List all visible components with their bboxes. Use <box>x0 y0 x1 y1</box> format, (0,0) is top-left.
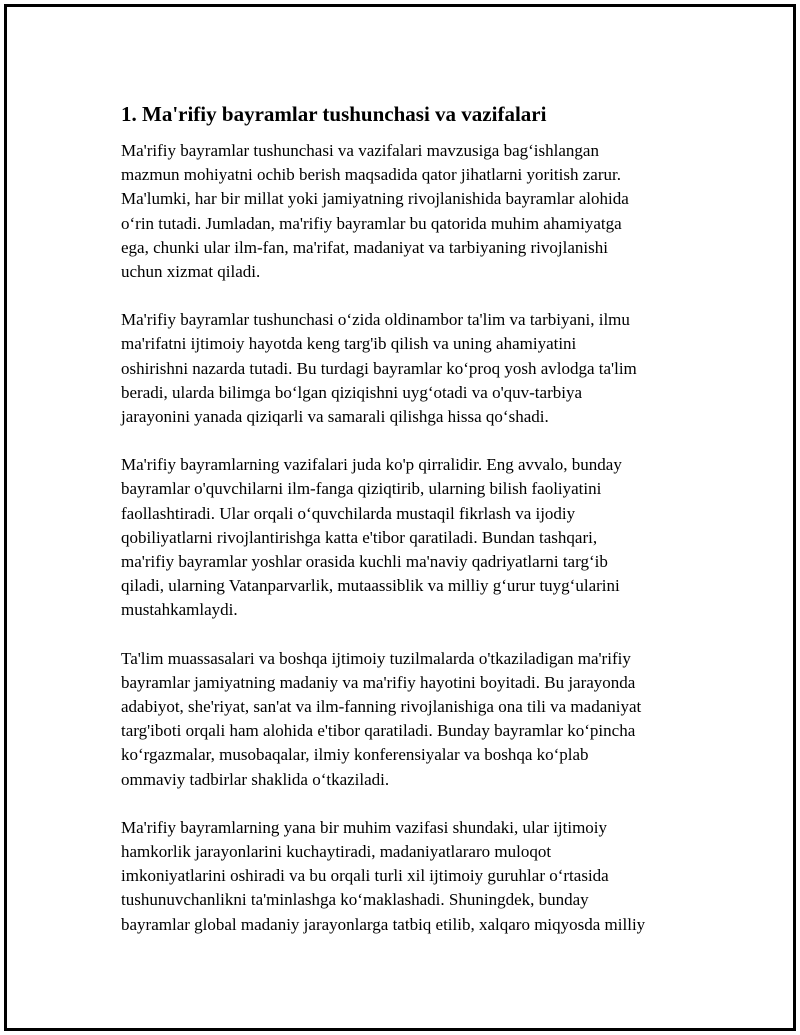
text-line: imkoniyatlarini oshiradi va bu orqali turli xil ijtimoiy guruhlar o‘rtasida <box>121 866 609 886</box>
text-line: ma'rifatni ijtimoiy hayotda keng targ'ib qilish va uning ahamiyatini <box>121 334 577 354</box>
text-line: Ta'lim muassasalari va boshqa ijtimoiy tuzilmalarda o'tkaziladigan ma'rifiy <box>121 648 631 668</box>
text-line: Ma'rifiy bayramlarning vazifalari juda ko'p qirralidir. Eng avvalo, bunday <box>121 455 622 475</box>
text-line: qiladi, ularning Vatanparvarlik, mutaassiblik va milliy g‘urur tuyg‘ularini <box>121 576 620 596</box>
document-page <box>4 4 796 1031</box>
text-line: oshirishni nazarda tutadi. Bu turdagi bayramlar ko‘proq yosh avlodga ta'lim <box>121 358 637 378</box>
text-line: ommaviy tadbirlar shaklida o‘tkaziladi. <box>121 769 390 789</box>
text-line: adabiyot, she'riyat, san'at va ilm-fanning rivojlanishiga ona tili va madaniyat <box>121 697 642 717</box>
text-line: tushunuvchanlikni ta'minlashga ko‘maklashadi. Shuningdek, bunday <box>121 890 589 910</box>
text-line: bayramlar global madaniy jarayonlarga tatbiq etilib, xalqaro miqyosda milliy <box>121 914 646 934</box>
text-line: bayramlar o'quvchilarni ilm-fanga qiziqtirib, ularning bilish faoliyatini <box>121 479 602 499</box>
document-body <box>121 99 701 961</box>
text-line: Ma'lumki, har bir millat yoki jamiyatning rivojlanishida bayramlar alohida <box>121 189 629 209</box>
text-line: ma'rifiy bayramlar yoshlar orasida kuchli ma'naviy qadriyatlarni targ‘ib <box>121 552 608 572</box>
text-line: ko‘rgazmalar, musobaqalar, ilmiy konferensiyalar va boshqa ko‘plab <box>121 745 589 765</box>
text-line: beradi, ularda bilimga bo‘lgan qiziqishni uyg‘otadi va o'quv-tarbiya <box>121 382 582 402</box>
text-line: targ'iboti orqali ham alohida e'tibor qaratiladi. Bunday bayramlar ko‘pincha <box>121 721 636 741</box>
text-line: jarayonini yanada qiziqarli va samarali qilishga hissa qo‘shadi. <box>121 407 549 427</box>
text-line: mazmun mohiyatni ochib berish maqsadida qator jihatlarni yoritish zarur. <box>121 165 621 185</box>
paragraph-1 <box>121 139 701 284</box>
paragraph-5 <box>121 816 701 937</box>
text-line: qobiliyatlarni rivojlantirishga katta e'tibor qaratiladi. Bundan tashqari, <box>121 527 598 547</box>
section-heading: 1. Ma'rifiy bayramlar tushunchasi va vazifalari <box>121 102 547 126</box>
text-line: Ma'rifiy bayramlarning yana bir muhim vazifasi shundaki, ular ijtimoiy <box>121 817 608 837</box>
text-line: faollashtiradi. Ular orqali o‘quvchilarda mustaqil fikrlash va ijodiy <box>121 503 576 523</box>
text-line: bayramlar jamiyatning madaniy va ma'rifiy hayotini boyitadi. Bu jarayonda <box>121 672 636 692</box>
text-line: Ma'rifiy bayramlar tushunchasi o‘zida oldinambor ta'lim va tarbiyani, ilmu <box>121 310 630 330</box>
text-line: mustahkamlaydi. <box>121 600 238 620</box>
paragraph-4 <box>121 647 701 792</box>
text-line: ega, chunki ular ilm-fan, ma'rifat, madaniyat va tarbiyaning rivojlanishi <box>121 237 608 257</box>
text-line: uchun xizmat qiladi. <box>121 262 261 282</box>
paragraph-2 <box>121 308 701 429</box>
text-line: hamkorlik jarayonlarini kuchaytiradi, madaniyatlararo muloqot <box>121 842 552 862</box>
text-line: o‘rin tutadi. Jumladan, ma'rifiy bayramlar bu qatorida muhim ahamiyatga <box>121 213 622 233</box>
paragraph-3 <box>121 453 701 622</box>
text-line: Ma'rifiy bayramlar tushunchasi va vazifalari mavzusiga bag‘ishlangan <box>121 141 599 160</box>
